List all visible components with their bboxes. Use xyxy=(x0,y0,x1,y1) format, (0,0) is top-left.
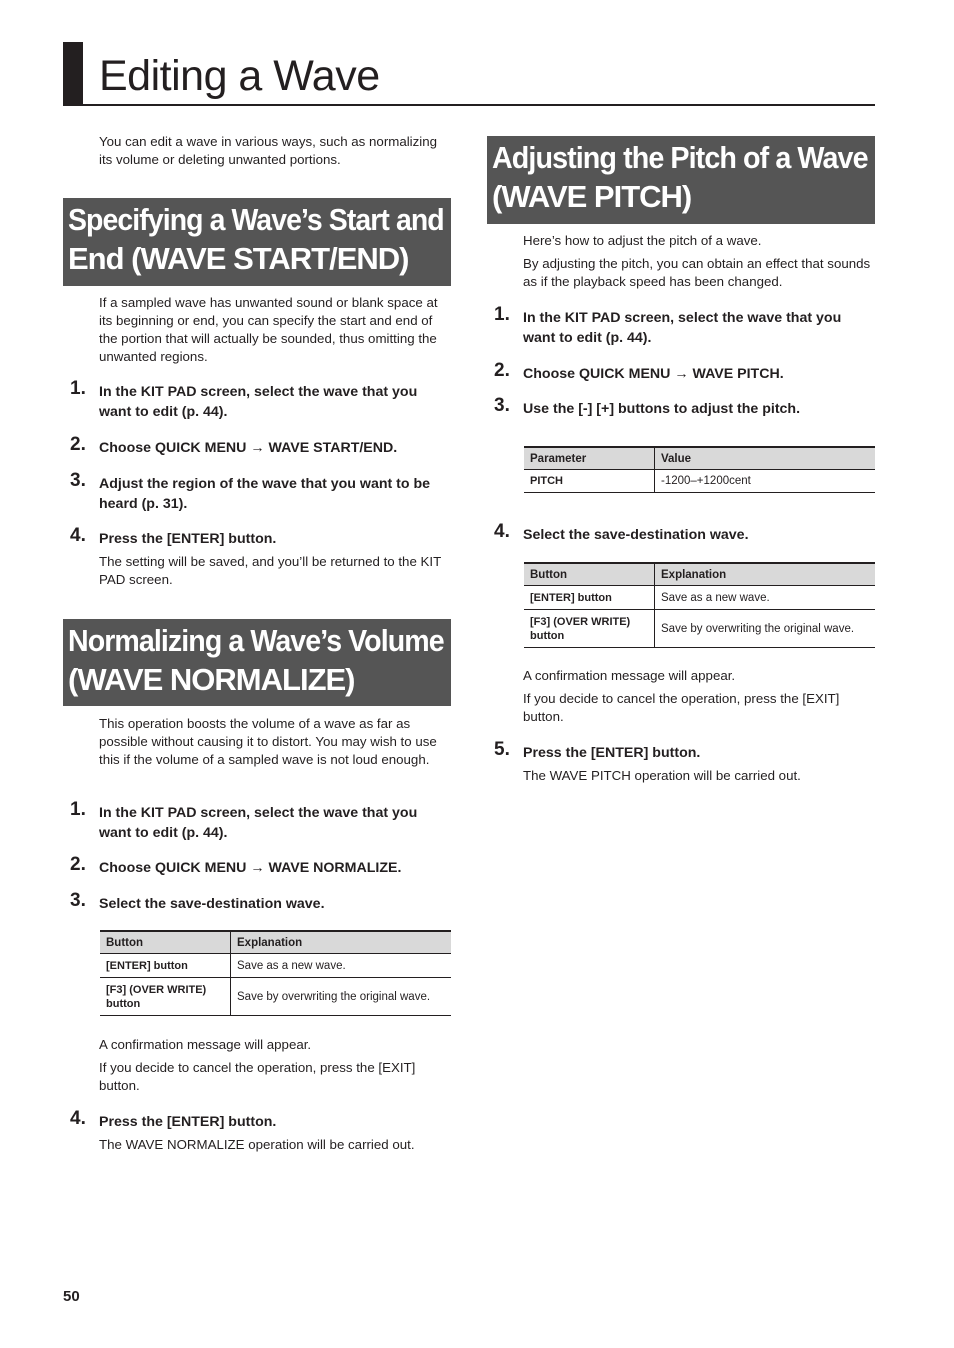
page-title: Editing a Wave xyxy=(99,52,380,100)
heading-line: Adjusting the Pitch of a Wave xyxy=(492,140,868,175)
table-header-row xyxy=(524,563,875,586)
step-text: Press the [ENTER] button. xyxy=(99,1114,277,1130)
table-row xyxy=(100,978,451,1016)
step-number: 3. xyxy=(494,395,510,416)
table-row xyxy=(524,610,875,648)
page-number: 50 xyxy=(63,1288,80,1305)
step-number: 1. xyxy=(70,378,86,399)
table-header-row xyxy=(100,931,451,954)
table-cell: [ENTER] button xyxy=(524,586,655,610)
table-cell: Save as a new wave. xyxy=(231,954,452,978)
pitch-cancel-text: If you decide to cancel the operation, press the [EXIT] button. xyxy=(523,691,840,724)
title-accent-bar xyxy=(63,42,83,104)
step-number: 2. xyxy=(70,854,86,875)
normalize-description: This operation boosts the volume of a wave as far as possible without causing it to distort. You may wish to use this if the volume of a sampled wave is not loud enough. xyxy=(99,716,437,767)
step-number: 2. xyxy=(494,360,510,381)
step-number: 2. xyxy=(70,434,86,455)
normalize-final-text: The WAVE NORMALIZE operation will be carried out. xyxy=(99,1137,415,1152)
step-number: 5. xyxy=(494,739,510,760)
table-row xyxy=(100,954,451,978)
pitch-button-table xyxy=(524,562,875,648)
normalize-button-table xyxy=(100,930,451,1016)
step-number: 4. xyxy=(70,525,86,546)
pitch-parameter-table xyxy=(524,446,875,493)
pitch-confirm-text: A confirmation message will appear. xyxy=(523,668,736,683)
table-header: Explanation xyxy=(655,563,876,586)
step-number: 4. xyxy=(70,1108,86,1129)
heading-line: Specifying a Wave’s Start and xyxy=(68,202,444,237)
step-number: 1. xyxy=(494,304,510,325)
step-text: Adjust the region of the wave that you want to be heard (p. 31). xyxy=(99,476,431,512)
heading-line: End (WAVE START/END) xyxy=(68,241,409,276)
table-row xyxy=(524,586,875,610)
step-number: 4. xyxy=(494,521,510,542)
step-text: Use the [-] [+] buttons to adjust the pitch. xyxy=(523,401,801,417)
step-text: In the KIT PAD screen, select the wave that you want to edit (p. 44). xyxy=(99,384,418,420)
table-header: Button xyxy=(100,931,231,954)
start-end-note: The setting will be saved, and you’ll be returned to the KIT PAD screen. xyxy=(99,554,441,587)
table-cell: Save by overwriting the original wave. xyxy=(231,978,452,1016)
heading-line: Normalizing a Wave’s Volume xyxy=(68,623,444,658)
step-number: 3. xyxy=(70,470,86,491)
table-header: Value xyxy=(655,447,876,470)
pitch-final-text: The WAVE PITCH operation will be carried out. xyxy=(523,768,801,783)
table-cell: PITCH xyxy=(524,470,655,493)
page-title-block xyxy=(63,42,875,106)
table-header: Button xyxy=(524,563,655,586)
step-text: Select the save-destination wave. xyxy=(99,896,325,912)
step-text: Choose QUICK MENU → WAVE START/END. xyxy=(99,440,398,456)
heading-line: (WAVE PITCH) xyxy=(492,179,692,214)
table-cell: Save as a new wave. xyxy=(655,586,876,610)
normalize-cancel-text: If you decide to cancel the operation, press the [EXIT] button. xyxy=(99,1060,416,1093)
intro-text: You can edit a wave in various ways, such as normalizing its volume or deleting unwanted portions. xyxy=(99,134,438,167)
step-text: Choose QUICK MENU → WAVE NORMALIZE. xyxy=(99,860,402,876)
table-header: Explanation xyxy=(231,931,452,954)
step-text: Press the [ENTER] button. xyxy=(99,531,277,547)
step-text: Select the save-destination wave. xyxy=(523,527,749,543)
normalize-confirm-text: A confirmation message will appear. xyxy=(99,1037,312,1052)
section-heading-normalize xyxy=(63,619,451,706)
heading-line: (WAVE NORMALIZE) xyxy=(68,662,355,697)
step-number: 1. xyxy=(70,799,86,820)
table-cell: [ENTER] button xyxy=(100,954,231,978)
table-cell: -1200–+1200cent xyxy=(655,470,876,493)
table-header: Parameter xyxy=(524,447,655,470)
section-heading-start-end xyxy=(63,198,451,286)
step-text: Press the [ENTER] button. xyxy=(523,745,701,761)
step-text: In the KIT PAD screen, select the wave that you want to edit (p. 44). xyxy=(99,805,418,841)
pitch-description-2: By adjusting the pitch, you can obtain an effect that sounds as if the playback speed has been changed. xyxy=(523,256,871,289)
pitch-description-1: Here’s how to adjust the pitch of a wave. xyxy=(523,233,762,248)
table-row xyxy=(524,470,875,493)
table-header-row xyxy=(524,447,875,470)
section-heading-pitch xyxy=(487,136,875,224)
step-text: In the KIT PAD screen, select the wave that you want to edit (p. 44). xyxy=(523,310,842,346)
table-cell: Save by overwriting the original wave. xyxy=(655,610,876,648)
step-number: 3. xyxy=(70,890,86,911)
step-text: Choose QUICK MENU → WAVE PITCH. xyxy=(523,366,784,382)
table-cell: [F3] (OVER WRITE) button xyxy=(100,978,231,1016)
start-end-description: If a sampled wave has unwanted sound or blank space at its beginning or end, you can specify the start and end of the portion that will actually be sounded, thus omitting the unwanted regions. xyxy=(99,295,438,364)
table-cell: [F3] (OVER WRITE) button xyxy=(524,610,655,648)
